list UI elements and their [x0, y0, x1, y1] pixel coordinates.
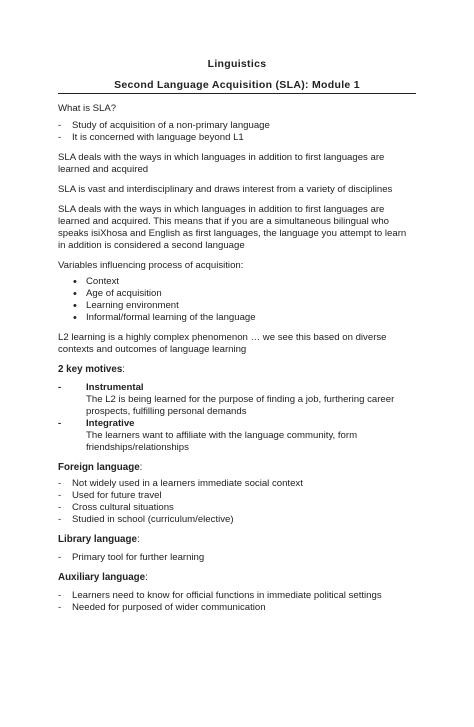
document-page: [0, 58, 474, 727]
motive-name: Instrumental: [86, 382, 144, 393]
library-language-list: [58, 552, 416, 564]
auxiliary-language-heading-text: Auxiliary language: [58, 572, 146, 583]
motive-instrumental: - Instrumental: [58, 382, 144, 393]
list-item: - Not widely used in a learners immediate social context: [58, 478, 416, 490]
list-item: • Context: [58, 276, 416, 288]
list-item: - Cross cultural situations: [58, 502, 416, 514]
document-title: Linguistics: [207, 58, 267, 70]
list-item: - Used for future travel: [58, 490, 416, 502]
list-item: • Informal/formal learning of the language: [58, 312, 416, 324]
paragraph-l2-complex: L2 learning is a highly complex phenomenon … we see this based on diverse contexts and outcomes of language learning: [58, 332, 387, 355]
list-item: • Learning environment: [58, 300, 416, 312]
auxiliary-language-heading: Auxiliary language:: [58, 572, 148, 583]
paragraph-sla-vast: SLA is vast and interdisciplinary and draws interest from a variety of disciplines: [58, 184, 393, 195]
foreign-language-list: [58, 478, 416, 526]
sla-definition-list: [58, 120, 416, 144]
document-subtitle: Second Language Acquisition (SLA): Module 1: [58, 79, 416, 94]
paragraph-sla-bilingual: SLA deals with the ways in which languages in addition to first languages are learned and acquired. This means that if you are a simultaneous bilingual who speaks isiXhosa and English as first languages, the language you attempt to learn in addition is considered a second language: [58, 204, 407, 251]
auxiliary-language-list: [58, 590, 416, 614]
list-item: • Age of acquisition: [58, 288, 416, 300]
motives-heading-text: 2 key motives: [58, 364, 123, 375]
variables-list: [58, 276, 416, 324]
question-what-is-sla: What is SLA?: [58, 103, 117, 114]
library-language-heading: Library language:: [58, 534, 140, 545]
list-item: - Primary tool for further learning: [58, 552, 416, 564]
list-item: - It is concerned with language beyond L1: [58, 132, 416, 144]
list-item: - Needed for purposed of wider communication: [58, 602, 416, 614]
list-item: - Study of acquisition of a non-primary language: [58, 120, 416, 132]
list-item: - Studied in school (curriculum/elective): [58, 514, 416, 526]
list-item: - Learners need to know for official functions in immediate political settings: [58, 590, 416, 602]
motives-heading: 2 key motives:: [58, 364, 125, 375]
variables-intro: Variables influencing process of acquisition:: [58, 260, 244, 271]
paragraph-sla-deals: SLA deals with the ways in which languages in addition to first languages are learned and acquired: [58, 152, 385, 175]
motive-integrative: - Integrative: [58, 418, 135, 429]
motive-description: The learners want to affiliate with the language community, form friendships/relationships: [86, 430, 358, 453]
foreign-language-heading: Foreign language:: [58, 462, 143, 473]
motive-name: Integrative: [86, 418, 135, 429]
motive-description: The L2 is being learned for the purpose of finding a job, furthering career prospects, fulfilling personal demands: [86, 394, 395, 417]
foreign-language-heading-text: Foreign language: [58, 462, 140, 473]
library-language-heading-text: Library language: [58, 534, 137, 545]
